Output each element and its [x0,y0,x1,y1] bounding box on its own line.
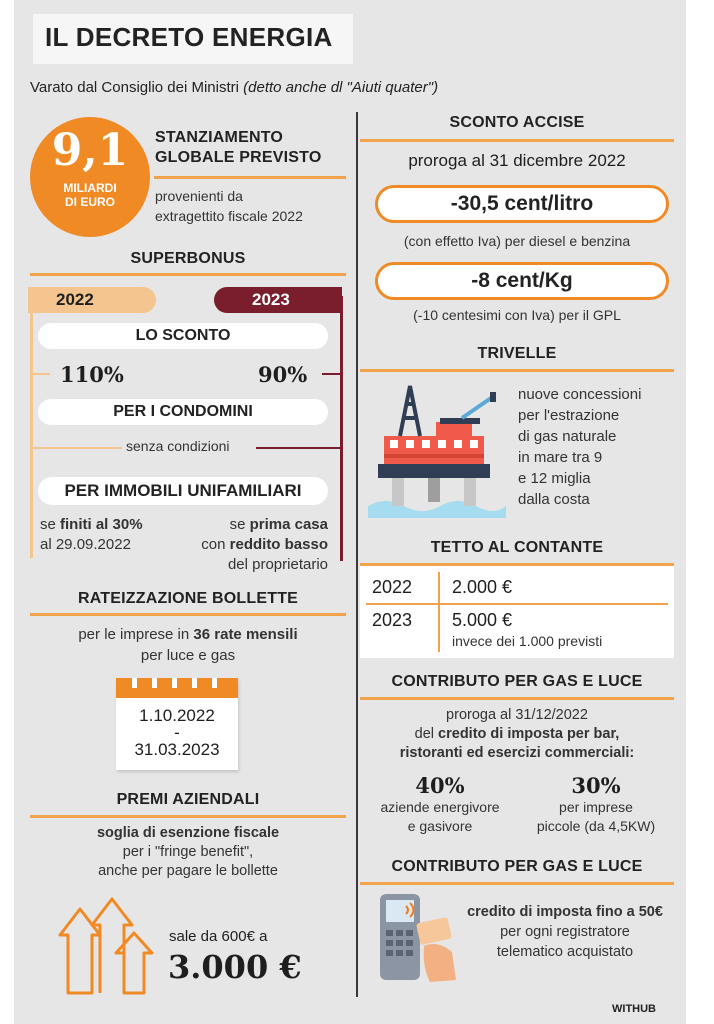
accise-value-gpl: -8 cent/Kg [375,262,669,300]
contante-rule [360,563,674,566]
contributo2-line2: per ogni registratore [500,924,630,940]
contributo-heading: CONTRIBUTO PER GAS E LUCE [391,673,643,690]
growth-arrows-icon [58,895,158,995]
premi-heading: PREMI AZIENDALI [116,791,260,808]
date-from: 1.10.2022 [139,706,215,725]
calendar-rings [128,674,238,686]
stanziamento-desc-line2: extragettito fiscale 2022 [155,208,303,224]
contributo-line3: ristoranti ed esercizi commerciali: [399,745,635,761]
contributo-desc-40-line1: aziende energivore [380,799,500,815]
unifamiliari-right-line1: se prima casa [229,516,328,533]
premi-sale-text: sale da 600€ a [169,928,268,945]
premi-line3: anche per pagare le bollette [98,863,278,879]
accise-proroga: proroga al 31 dicembre 2022 [408,151,626,170]
premi-line1: soglia di esenzione fiscale [96,825,280,841]
accise-note-diesel: (con effetto Iva) per diesel e benzina [403,233,631,249]
year-2022-label: 2022 [56,290,94,309]
trivelle-line: di gas naturale [518,428,617,445]
rateizzazione-rule [30,613,346,616]
contributo-desc-30-line1: per imprese [559,799,633,815]
unifamiliari-left [40,515,143,555]
contributo2-rule [360,882,674,885]
contributo-line2: del credito di imposta per bar, [414,726,620,742]
trivelle-line: nuove concessioni [518,386,642,403]
timeline-2023 [340,296,343,561]
accise-note-gpl: (-10 centesimi con Iva) per il GPL [413,307,621,323]
accise-heading: SCONTO ACCISE [449,114,585,131]
amount-unit [30,181,150,209]
pos-terminal-icon [378,890,458,986]
column-divider [356,112,358,997]
trivelle-line: dalla costa [518,491,590,508]
contante-value-2023: 5.000 € [452,610,513,630]
amount-unit-line1: MILIARDI [63,181,117,195]
trivelle-rule [360,369,674,372]
accise-value-diesel: -30,5 cent/litro [375,185,669,223]
condomini-line-right [256,447,342,449]
contante-value-2022: 2.000 € [452,577,513,597]
oil-rig-icon [366,378,506,518]
rateizzazione-line2: per luce e gas [140,647,236,664]
pct-2022: 110% [60,362,124,387]
page-title: IL DECRETO ENERGIA [45,22,333,52]
stanziamento-desc [155,186,303,226]
superbonus-heading: SUPERBONUS [130,250,246,267]
premi-line2: per i "fringe benefit", [122,844,254,860]
contributo-desc-40-line2: e gasivore [407,818,473,834]
unifamiliari-pill: PER IMMOBILI UNIFAMILIARI [38,477,328,505]
unifamiliari-left-line1: se finiti al 30% [40,516,143,533]
subtitle-main: Varato dal Consiglio dei Ministri [30,79,244,96]
contante-row-divider [366,603,668,605]
contributo2-heading: CONTRIBUTO PER GAS E LUCE [391,858,643,875]
stanziamento-heading-line2: GLOBALE PREVISTO [155,149,322,166]
pct-b-tick [322,373,342,375]
pct-a-tick [30,373,50,375]
publisher-logo: WITHUB [612,1003,656,1015]
year-2023-label: 2023 [252,290,290,309]
unifamiliari-right-line3: del proprietario [227,556,328,573]
superbonus-rule [30,273,346,276]
amount-unit-line2: DI EURO [64,195,115,209]
contante-year-2023: 2023 [372,610,413,630]
calendar-dates [116,707,238,758]
trivelle-line: e 12 miglia [518,470,591,487]
contante-year-2022: 2022 [372,577,413,597]
subtitle [30,79,438,96]
timeline-2022 [30,313,33,558]
condomini-line-left [30,447,122,449]
condomini-pill: PER I CONDOMINI [38,399,328,425]
arrows-up-icon [58,895,158,995]
contributo-rule [360,697,674,700]
contributo2-line1: credito di imposta fino a 50€ [467,904,663,920]
calendar-rings-icon [128,674,238,688]
stanziamento-heading-line1: STANZIAMENTO [155,129,284,146]
date-dash: - [174,723,180,742]
stanziamento-heading [155,128,321,168]
contributo-desc-30 [516,798,676,836]
contributo-desc-40 [360,798,520,836]
unifamiliari-right-line2: con reddito basso [201,536,328,553]
premi-amount: 3.000 € [168,948,302,986]
subtitle-italic: (detto anche dl "Aiuti quater") [243,79,439,96]
accise-rule [360,139,674,142]
sconto-pill: LO SCONTO [38,323,328,349]
contante-col-divider [438,572,440,652]
rateizzazione-heading: RATEIZZAZIONE BOLLETTE [77,590,299,607]
condomini-note: senza condizioni [126,438,230,454]
trivelle-line: per l'estrazione [518,407,620,424]
rateizzazione-line1: per le imprese in 36 rate mensili [78,626,298,643]
stanziamento-desc-line1: provenienti da [155,188,243,204]
unifamiliari-right [180,515,328,575]
trivelle-heading: TRIVELLE [477,345,557,362]
trivelle-desc [518,384,641,510]
contributo-pct-30: 30% [571,773,621,798]
contributo-pct-40: 40% [415,773,465,798]
contributo2-desc [456,902,674,962]
unifamiliari-left-line2: al 29.09.2022 [40,536,131,553]
trivelle-line: in mare tra 9 [518,449,603,466]
stanziamento-rule [154,176,346,179]
contante-heading: TETTO AL CONTANTE [430,539,604,556]
premi-desc [30,824,346,881]
card-reader-icon [378,890,458,986]
contributo2-line3: telematico acquistato [496,944,634,960]
contributo-desc [360,706,674,763]
oil-platform-icon [366,378,506,518]
premi-rule [30,815,346,818]
pct-2023: 90% [258,362,308,387]
amount-number: 9,1 [51,125,129,176]
rateizzazione-desc [30,624,346,666]
contributo-desc-30-line2: piccole (da 4,5KW) [536,818,656,834]
date-to: 31.03.2023 [134,740,220,759]
contante-note-2023: invece dei 1.000 previsti [452,633,603,649]
contributo-line1: proroga al 31/12/2022 [446,707,588,723]
